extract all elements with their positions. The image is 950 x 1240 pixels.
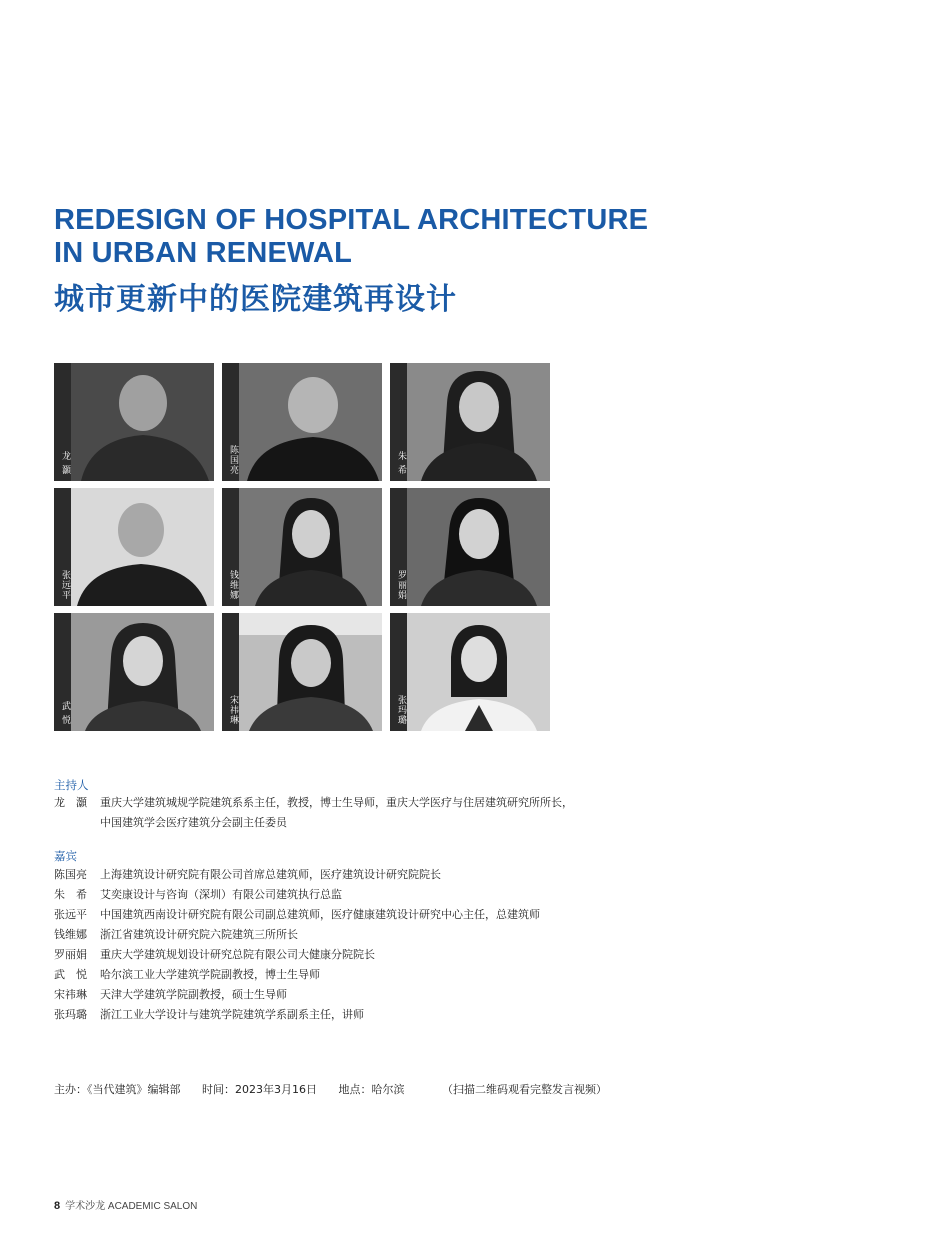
portrait-name: 罗丽娟 xyxy=(396,570,406,600)
guest-name: 张远平 xyxy=(54,908,87,921)
portrait-photo xyxy=(54,488,214,606)
portrait-silhouette xyxy=(239,363,382,481)
page-footer xyxy=(54,1197,197,1212)
host-row xyxy=(54,795,573,810)
portrait-photo xyxy=(54,363,214,481)
guest-row xyxy=(54,947,375,962)
page-number: 8 xyxy=(54,1200,61,1212)
portrait-name: 钱维娜 xyxy=(228,570,238,600)
guest-row xyxy=(54,887,342,902)
guest-description: 重庆大学建筑规划设计研究总院有限公司大健康分院院长 xyxy=(100,948,375,961)
portrait-photo xyxy=(390,363,550,481)
guest-row xyxy=(54,927,298,942)
portrait-photo xyxy=(390,488,550,606)
section-name: 学术沙龙 ACADEMIC SALON xyxy=(65,1201,198,1212)
host-description: 重庆大学建筑城规学院建筑系系主任，教授，博士生导师，重庆大学医疗与住居建筑研究所所长， xyxy=(100,796,573,809)
guest-name: 张玛璐 xyxy=(54,1008,87,1021)
title-english-line-2: IN URBAN RENEWAL xyxy=(54,237,353,269)
portrait-name: 武 悦 xyxy=(60,701,70,725)
guest-description: 浙江工业大学设计与建筑学院建筑学系副系主任，讲师 xyxy=(100,1008,364,1021)
guest-row xyxy=(54,987,287,1002)
guest-description: 天津大学建筑学院副教授，硕士生导师 xyxy=(100,988,287,1001)
title-chinese: 城市更新中的医院建筑再设计 xyxy=(54,282,457,317)
portrait-silhouette xyxy=(71,363,214,481)
portrait-silhouette xyxy=(407,363,550,481)
guest-row xyxy=(54,907,540,922)
guest-name: 钱维娜 xyxy=(54,928,87,941)
portrait-photo xyxy=(54,613,214,731)
host-label: 主持人 xyxy=(54,778,89,792)
guests-label: 嘉宾 xyxy=(54,849,77,863)
portrait-name: 张远平 xyxy=(60,570,70,600)
portrait-photo xyxy=(222,363,382,481)
portrait-silhouette xyxy=(71,613,214,731)
portrait-name: 朱 希 xyxy=(396,451,406,475)
guest-name: 陈国亮 xyxy=(54,868,87,881)
guest-description: 中国建筑西南设计研究院有限公司副总建筑师，医疗健康建筑设计研究中心主任，总建筑师 xyxy=(100,908,540,921)
portrait-name: 龙 灝 xyxy=(60,451,70,475)
event-time: 时间：2023年3月16日 xyxy=(202,1083,317,1096)
portrait-silhouette xyxy=(407,613,550,731)
guest-name: 朱 希 xyxy=(54,888,87,901)
portrait-silhouette xyxy=(239,488,382,606)
guest-description: 哈尔滨工业大学建筑学院副教授，博士生导师 xyxy=(100,968,320,981)
event-place: 地点：哈尔滨 xyxy=(338,1083,405,1096)
guest-description: 浙江省建筑设计研究院六院建筑三所所长 xyxy=(100,928,298,941)
guest-row xyxy=(54,1007,364,1022)
portrait-photo xyxy=(390,613,550,731)
guest-description: 艾奕康设计与咨询（深圳）有限公司建筑执行总监 xyxy=(100,888,342,901)
host-description-line-2: 中国建筑学会医疗建筑分会副主任委员 xyxy=(100,816,287,829)
portrait-name: 宋祎琳 xyxy=(228,695,238,725)
guest-name: 武 悦 xyxy=(54,968,87,981)
portrait-photo xyxy=(222,488,382,606)
portrait-name: 张玛璐 xyxy=(396,695,406,725)
portrait-name: 陈国亮 xyxy=(228,445,238,475)
organizer: 主办：《当代建筑》编辑部 xyxy=(54,1083,181,1096)
portrait-photo xyxy=(222,613,382,731)
guest-row xyxy=(54,967,320,982)
title-english xyxy=(54,204,648,270)
guest-description: 上海建筑设计研究院有限公司首席总建筑师，医疗建筑设计研究院院长 xyxy=(100,868,441,881)
guest-row xyxy=(54,867,441,882)
guest-name: 宋祎琳 xyxy=(54,988,87,1001)
video-note: （扫描二维码观看完整发言视频） xyxy=(442,1083,607,1096)
portrait-silhouette xyxy=(71,488,214,606)
guest-name: 罗丽娟 xyxy=(54,948,87,961)
host-name: 龙 灝 xyxy=(54,796,87,809)
title-english-line-1: REDESIGN OF HOSPITAL ARCHITECTURE xyxy=(54,204,649,236)
event-info xyxy=(54,1081,625,1097)
portrait-grid xyxy=(54,363,550,731)
portrait-silhouette xyxy=(239,613,382,731)
portrait-silhouette xyxy=(407,488,550,606)
